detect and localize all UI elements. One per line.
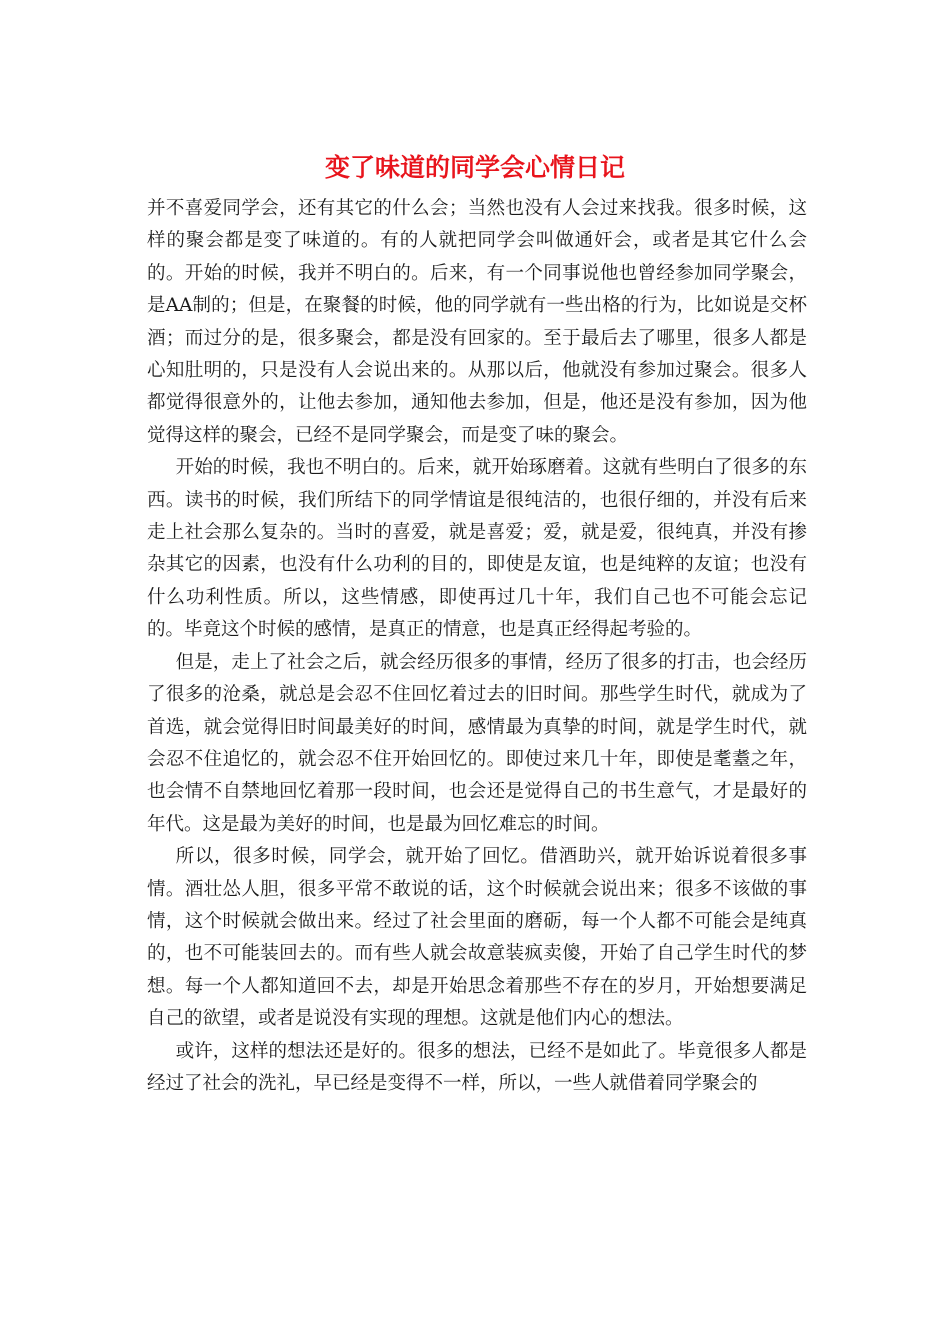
paragraph-1: 并不喜爱同学会，还有其它的什么会；当然也没有人会过来找我。很多时候，这样的聚会都是变了味道的。有的人就把同学会叫做通奸会，或者是其它什么会的。开始的时候，我并不明白的。后来，有一个同事说他也曾经参加同学聚会，是AA制的；但是，在聚餐的时候，他的同学就有一些出格的行为，比如说是交杯酒；而过分的是，很多聚会，都是没有回家的。至于最后去了哪里，很多人都是心知肚明的，只是没有人会说出来的。从那以后，他就没有参加过聚会。很多人都觉得很意外的，让他去参加，通知他去参加，但是，他还是没有参加，因为他觉得这样的聚会，已经不是同学聚会，而是变了味的聚会。	[147, 198, 807, 446]
document-body	[147, 193, 807, 1100]
paragraph-5: 或许，这样的想法还是好的。很多的想法，已经不是如此了。毕竟很多人都是经过了社会的洗礼，早已经是变得不一样，所以，一些人就借着同学聚会的	[147, 1040, 807, 1094]
paragraph-4: 所以，很多时候，同学会，就开始了回忆。借酒助兴，就开始诉说着很多事情。酒壮怂人胆，很多平常不敢说的话，这个时候就会说出来；很多不该做的事情，这个时候就会做出来。经过了社会里面的磨砺，每一个人都不可能会是纯真的，也不可能装回去的。而有些人就会故意装疯卖傻，开始了自己学生时代的梦想。每一个人都知道回不去，却是开始思念着那些不存在的岁月，开始想要满足自己的欲望，或者是说没有实现的理想。这就是他们内心的想法。	[147, 846, 807, 1030]
paragraph-2: 开始的时候，我也不明白的。后来，就开始琢磨着。这就有些明白了很多的东西。读书的时候，我们所结下的同学情谊是很纯洁的，也很仔细的，并没有后来走上社会那么复杂的。当时的喜爱，就是喜爱；爱，就是爱，很纯真，并没有掺杂其它的因素，也没有什么功利的目的，即使是友谊，也是纯粹的友谊；也没有什么功利性质。所以，这些情感，即使再过几十年，我们自己也不可能会忘记的。毕竟这个时候的感情，是真正的情意，也是真正经得起考验的。	[147, 457, 807, 641]
document-title: 变了味道的同学会心情日记	[324, 153, 625, 182]
paragraph-3: 但是，走上了社会之后，就会经历很多的事情，经历了很多的打击，也会经历了很多的沧桑，就总是会忍不住回忆着过去的旧时间。那些学生时代，就成为了首选，就会觉得旧时间最美好的时间，感情最为真挚的时间，就是学生时代，就会忍不住追忆的，就会忍不住开始回忆的。即使过来几十年，即使是耄耋之年，也会情不自禁地回忆着那一段时间，也会还是觉得自己的书生意气，才是最好的年代。这是最为美好的时间，也是最为回忆难忘的时间。	[147, 651, 807, 835]
